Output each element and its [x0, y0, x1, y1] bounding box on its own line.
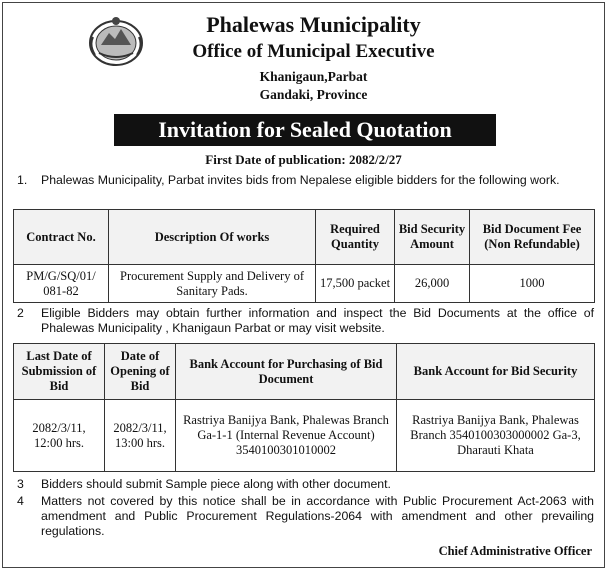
notice-page	[2, 2, 605, 568]
table-row	[14, 400, 595, 472]
col-header: Last Date of Submission of Bid	[14, 344, 105, 400]
col-header: Bank Account for Purchasing of Bid Document	[176, 344, 397, 400]
clause-1-number: 1.	[17, 173, 28, 187]
clause-4-text: Matters not covered by this notice shall be in accordance with Public Procurement Act-2063 with amendment and Public Procurement Regulations-2064 with amendment and other prevailing regulations.	[41, 494, 594, 538]
address-line-2: Gandaki, Province	[259, 87, 368, 102]
clause-2-number: 2	[17, 306, 24, 320]
col-header: Date of Opening of Bid	[105, 344, 176, 400]
table-header-row	[14, 344, 595, 400]
signature-title: Chief Administrative Officer	[438, 544, 592, 558]
table-cell: Rastriya Banijya Bank, Phalewas Branch Ga-1-1 (Internal Revenue Account) 3540100301010002	[176, 400, 397, 472]
publication-date: First Date of publication: 2082/2/27	[205, 152, 402, 167]
table-cell: 17,500 packet	[316, 265, 395, 303]
col-header: Bid Security Amount	[395, 210, 470, 265]
office-title: Office of Municipal Executive	[192, 41, 435, 62]
col-header: Contract No.	[14, 210, 109, 265]
clause-4	[3, 494, 604, 542]
clause-1-text: Phalewas Municipality, Parbat invites bids from Nepalese eligible bidders for the following work.	[41, 173, 560, 187]
clause-3-number: 3	[17, 477, 24, 491]
table-cell: 1000	[470, 265, 595, 303]
table-cell: 26,000	[395, 265, 470, 303]
table-cell: 2082/3/11, 13:00 hrs.	[105, 400, 176, 472]
table-row	[14, 265, 595, 303]
clause-1	[3, 173, 604, 205]
table-cell: PM/G/SQ/01/ 081-82	[14, 265, 109, 303]
table-header-row	[14, 210, 595, 265]
org-title: Phalewas Municipality	[206, 12, 421, 37]
bank-table	[13, 343, 595, 472]
clause-2-text: Eligible Bidders may obtain further information and inspect the Bid Documents at the office of Phalewas Municipality , Khanigaun Parbat or may visit website.	[41, 306, 594, 335]
table-cell: Procurement Supply and Delivery of Sanitary Pads.	[109, 265, 316, 303]
table-cell: Rastriya Banijya Bank, Phalewas Branch 3540100303000002 Ga-3, Dharauti Khata	[397, 400, 595, 472]
clause-4-number: 4	[17, 494, 24, 508]
clause-2	[3, 306, 604, 338]
col-header: Required Quantity	[316, 210, 395, 265]
col-header: Bid Document Fee (Non Refundable)	[470, 210, 595, 265]
table-cell: 2082/3/11, 12:00 hrs.	[14, 400, 105, 472]
col-header: Description Of works	[109, 210, 316, 265]
col-header: Bank Account for Bid Security	[397, 344, 595, 400]
clause-3-text: Bidders should submit Sample piece along with other document.	[41, 477, 391, 491]
notice-banner: Invitation for Sealed Quotation	[114, 114, 496, 146]
address-line-1: Khanigaun,Parbat	[259, 69, 368, 84]
contract-table	[13, 209, 595, 303]
clause-3	[3, 477, 604, 493]
